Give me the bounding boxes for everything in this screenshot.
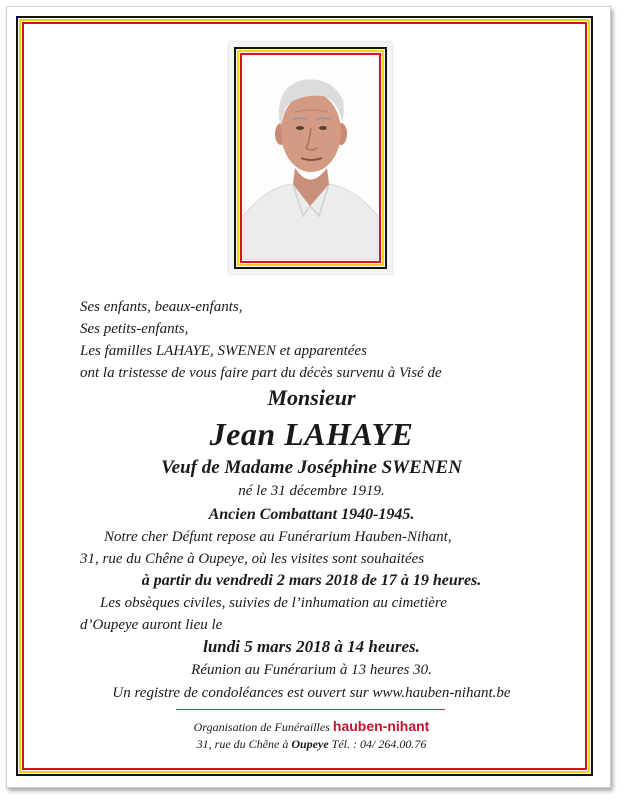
- footer-org-prefix: Organisation de Funérailles: [193, 720, 330, 734]
- funeral-line-1: Les obsèques civiles, suivies de l’inhumation au cimetière: [100, 595, 447, 611]
- condolence-register: Un registre de condoléances est ouvert sur www.hauben-nihant.be: [112, 685, 511, 701]
- repose-line-2: 31, rue du Chêne à Oupeye, où les visites sont souhaitées: [80, 551, 425, 567]
- announcement-line-4: ont la tristesse de vous faire part du décès survenu à Visé de: [80, 365, 442, 381]
- birth-date: né le 31 décembre 1919.: [238, 483, 385, 499]
- announcement-line-2: Ses petits-enfants,: [80, 321, 189, 337]
- footer-address-prefix: 31, rue du Chêne à: [196, 737, 289, 751]
- portrait-illustration: [243, 56, 378, 260]
- footer-address-town: Oupeye: [291, 737, 329, 751]
- funeral-date: lundi 5 mars 2018 à 14 heures.: [203, 637, 420, 656]
- funeral-line-2: d’Oupeye auront lieu le: [80, 617, 223, 633]
- brand-logo: hauben-nihant: [332, 718, 430, 734]
- announcement-line-3: Les familles LAHAYE, SWENEN et apparentées: [80, 343, 367, 359]
- spouse-line: Veuf de Madame Joséphine SWENEN: [161, 457, 462, 478]
- footer-address: [0, 737, 623, 752]
- footer-divider: [176, 709, 445, 710]
- veteran-line: Ancien Combattant 1940-1945.: [208, 506, 415, 523]
- deceased-name: Jean LAHAYE: [209, 416, 414, 452]
- deceased-title: Monsieur: [267, 385, 356, 410]
- portrait-photo: [243, 56, 378, 260]
- footer-organisation: [0, 719, 623, 735]
- portrait-frame: [229, 42, 392, 274]
- announcement-line-1: Ses enfants, beaux-enfants,: [80, 299, 243, 315]
- footer-phone: Tél. : 04/ 264.00.76: [331, 737, 427, 751]
- repose-line-1: Notre cher Défunt repose au Funérarium Hauben-Nihant,: [104, 529, 452, 545]
- visit-hours: à partir du vendredi 2 mars 2018 de 17 à 19 heures.: [141, 572, 482, 589]
- meeting-line: Réunion au Funérarium à 13 heures 30.: [191, 662, 432, 678]
